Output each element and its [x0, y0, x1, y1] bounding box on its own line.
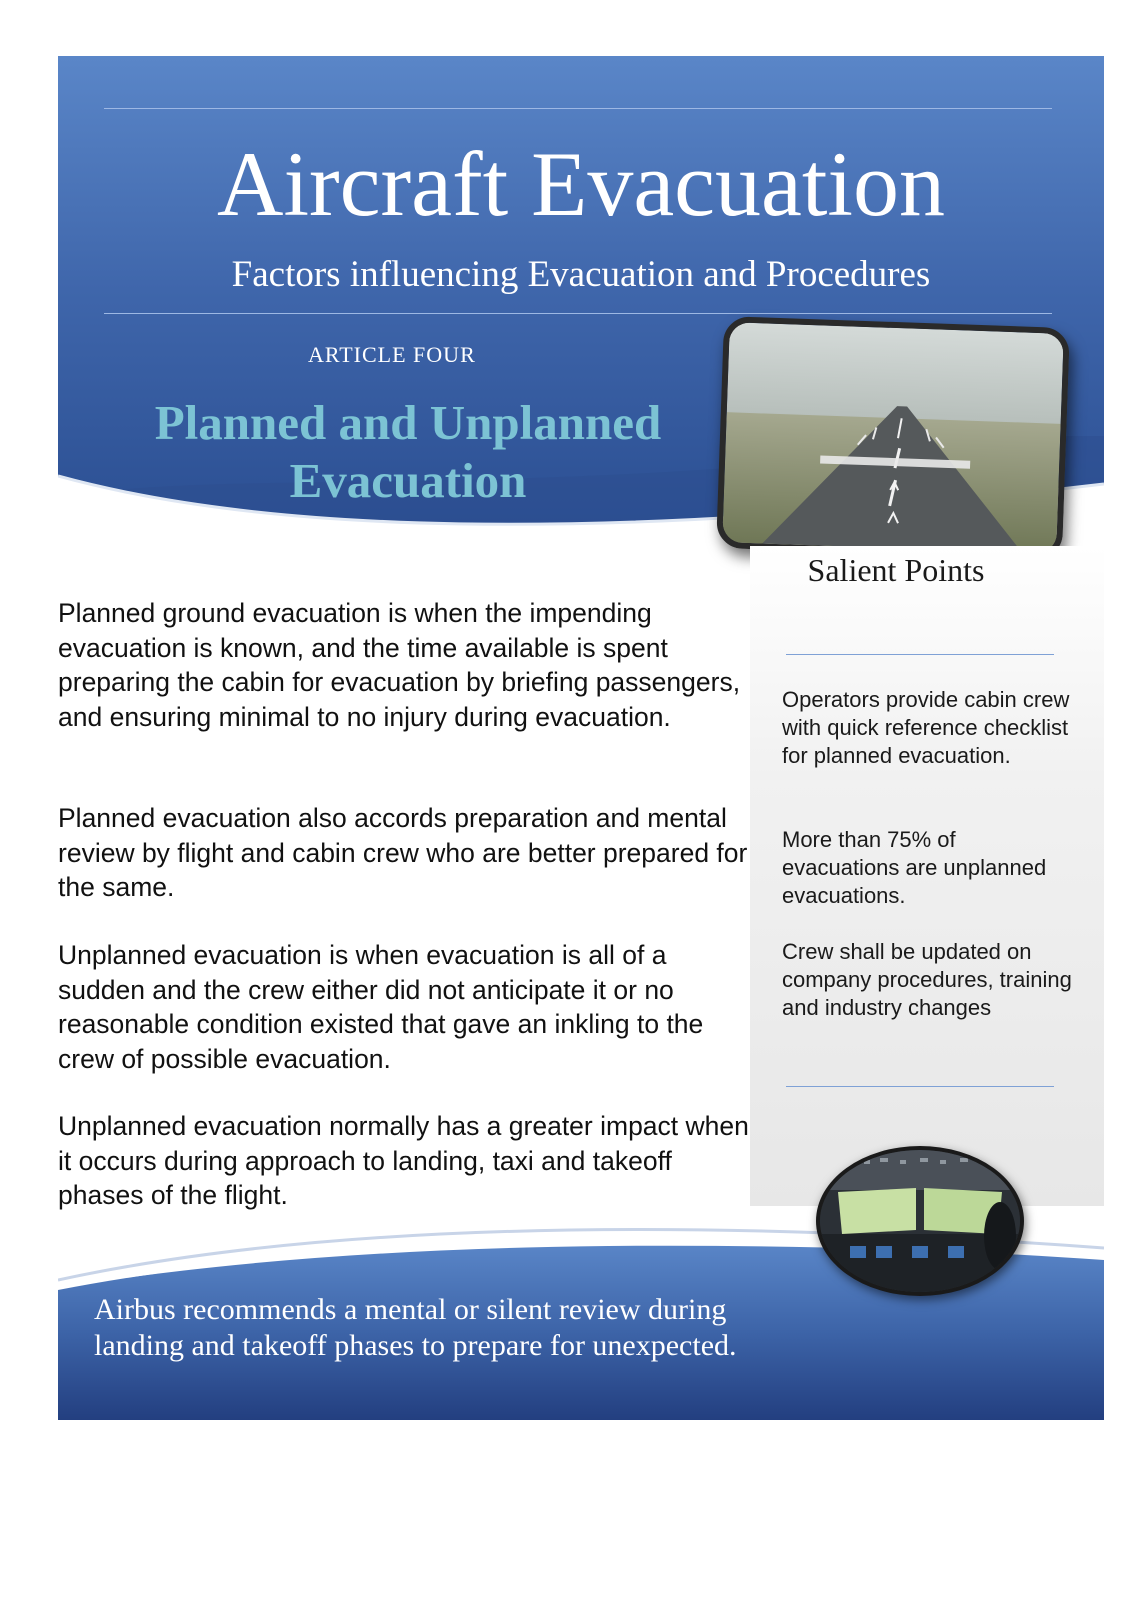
body-paragraph: Planned evacuation also accords preparation and mental review by flight and cabin crew who are better prepared for the same. — [58, 803, 748, 902]
article-label: ARTICLE FOUR — [308, 342, 476, 367]
salient-point: Crew shall be updated on company procedures, training and industry changes — [782, 939, 1072, 1020]
cockpit-photo — [816, 1146, 1024, 1296]
cockpit-illustration — [820, 1150, 1020, 1292]
sidebar-bottom-rule — [786, 1086, 1054, 1087]
runway-photo — [716, 316, 1070, 560]
salient-point: More than 75% of evacuations are unplanned evacuations. — [782, 827, 1047, 908]
page-title: Aircraft Evacuation — [217, 133, 945, 235]
runway-illustration — [722, 322, 1063, 554]
sidebar-heading: Salient Points — [807, 552, 985, 588]
footer-text: Airbus recommends a mental or silent review during landing and takeoff phases to prepare for unexpected. — [94, 1293, 737, 1362]
salient-points-sidebar — [750, 546, 1104, 1206]
header-bottom-rule — [104, 313, 1052, 314]
article-title: Planned and Unplanned Evacuation — [154, 395, 662, 508]
body-paragraph: Planned ground evacuation is when the impending evacuation is known, and the time available is spent preparing the cabin for evacuation by briefing passengers, and ensuring minimal to no injury during evacuation. — [58, 598, 741, 732]
body-paragraph: Unplanned evacuation normally has a greater impact when it occurs during approach to landing, taxi and takeoff phases of the flight. — [58, 1111, 749, 1210]
salient-point: Operators provide cabin crew with quick reference checklist for planned evacuation. — [782, 687, 1070, 768]
page-subtitle: Factors influencing Evacuation and Procedures — [231, 254, 931, 295]
sidebar-top-rule — [786, 654, 1054, 655]
header-top-rule — [104, 108, 1052, 109]
body-paragraph: Unplanned evacuation is when evacuation is all of a sudden and the crew either did not anticipate it or no reasonable condition existed that gave an inkling to the crew of possible evacuation. — [58, 940, 704, 1074]
